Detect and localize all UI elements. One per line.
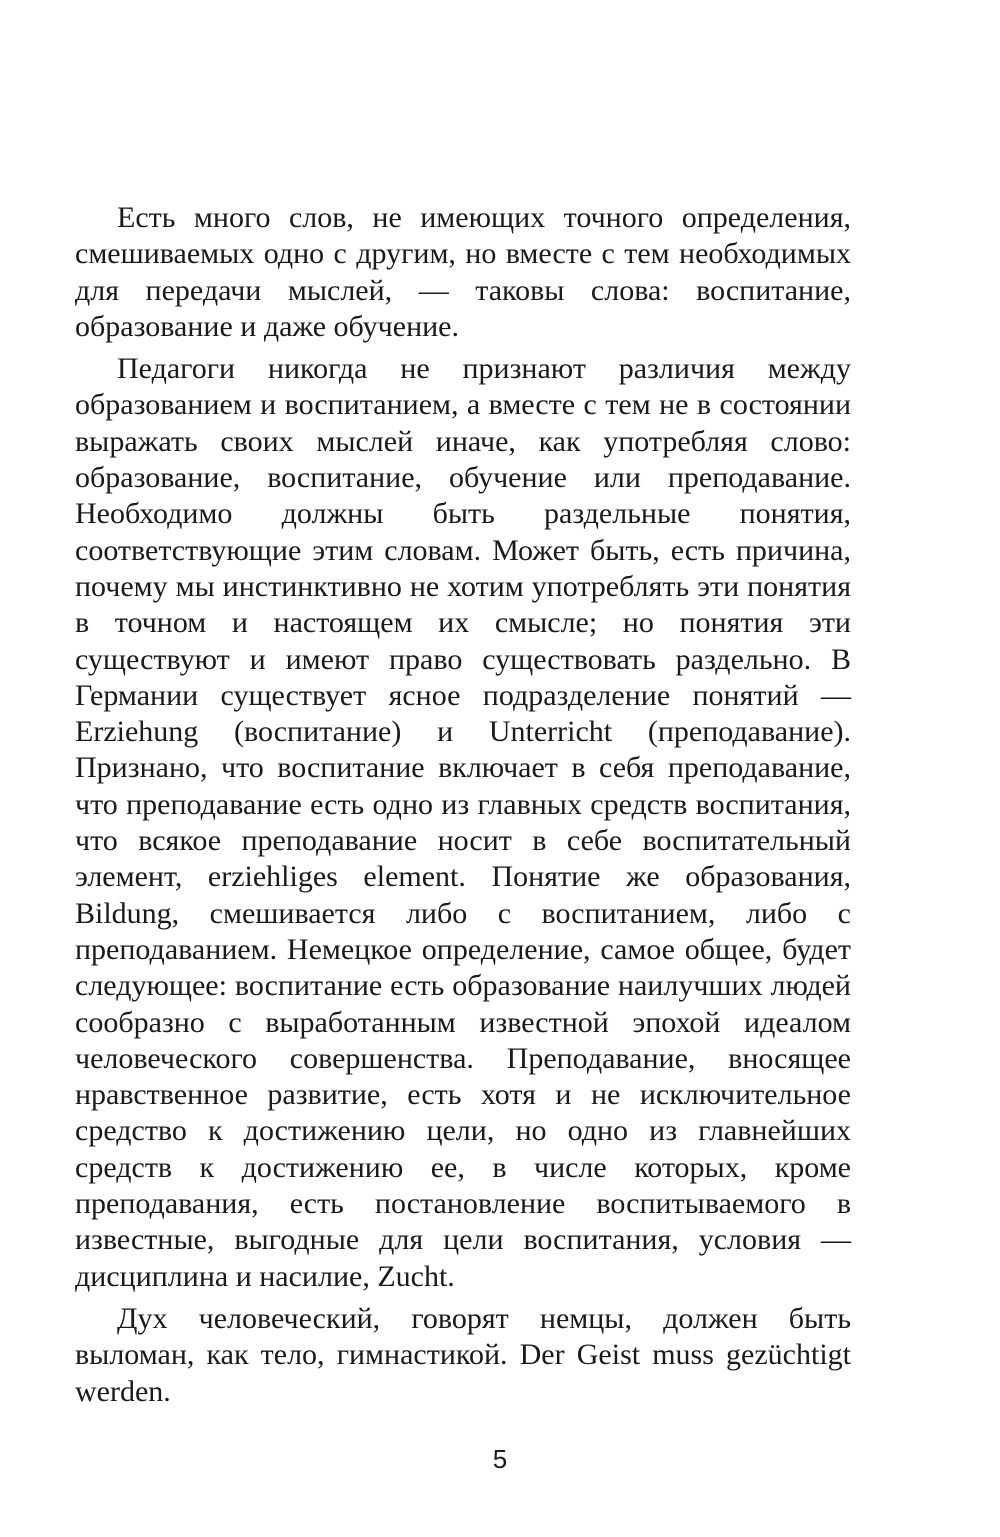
paragraph: Педагоги никогда не признают различия между образованием и воспитанием, а вместе с тем не в состоянии выражать своих мыслей иначе, как употребляя слово: образование, воспитание, обучение или преподавание. Необходимо должны быть раздельные понятия, соответствующие этим словам. Может быть, есть причина, почему мы инстинктивно не хотим употреблять эти понятия в точном и настоящем их смысле; но понятия эти существуют и имеют право существовать раздельно. В Германии существует ясное подразделение понятий — Erziehung (воспитание) и Unterricht (преподавание). Признано, что воспитание включает в себя преподавание, что преподавание есть одно из главных средств воспитания, что всякое преподавание носит в себе воспитательный элемент, erziehliges element. Понятие же образования, Bildung, смешивается либо с воспитанием, либо с преподаванием. Немецкое определение, самое общее, будет следующее: воспитание есть образование наилучших людей сообразно с выработанным известной эпохой идеалом человеческого совершенства. Преподавание, вносящее нравственное развитие, есть хотя и не исключительное средство к достижению цели, но одно из главнейших средств к достижению ее, в числе которых, кроме преподавания, есть постановление воспитываемого в известные, выгодные для цели воспитания, условия — дисциплина и насилие, Zucht.: [75, 352, 851, 1293]
paragraph: Есть много слов, не имеющих точного определения, смешиваемых одно с другим, но вместе с тем необходимых для передачи мыслей, — таковы слова: воспитание, образование и даже обучение.: [75, 201, 851, 343]
paragraph: Дух человеческий, говорят немцы, должен быть выломан, как тело, гимнастикой. Der Geist muss gezüchtigt werden.: [75, 1301, 851, 1408]
page-body: [75, 200, 851, 1410]
page-number: 5: [492, 1444, 508, 1474]
